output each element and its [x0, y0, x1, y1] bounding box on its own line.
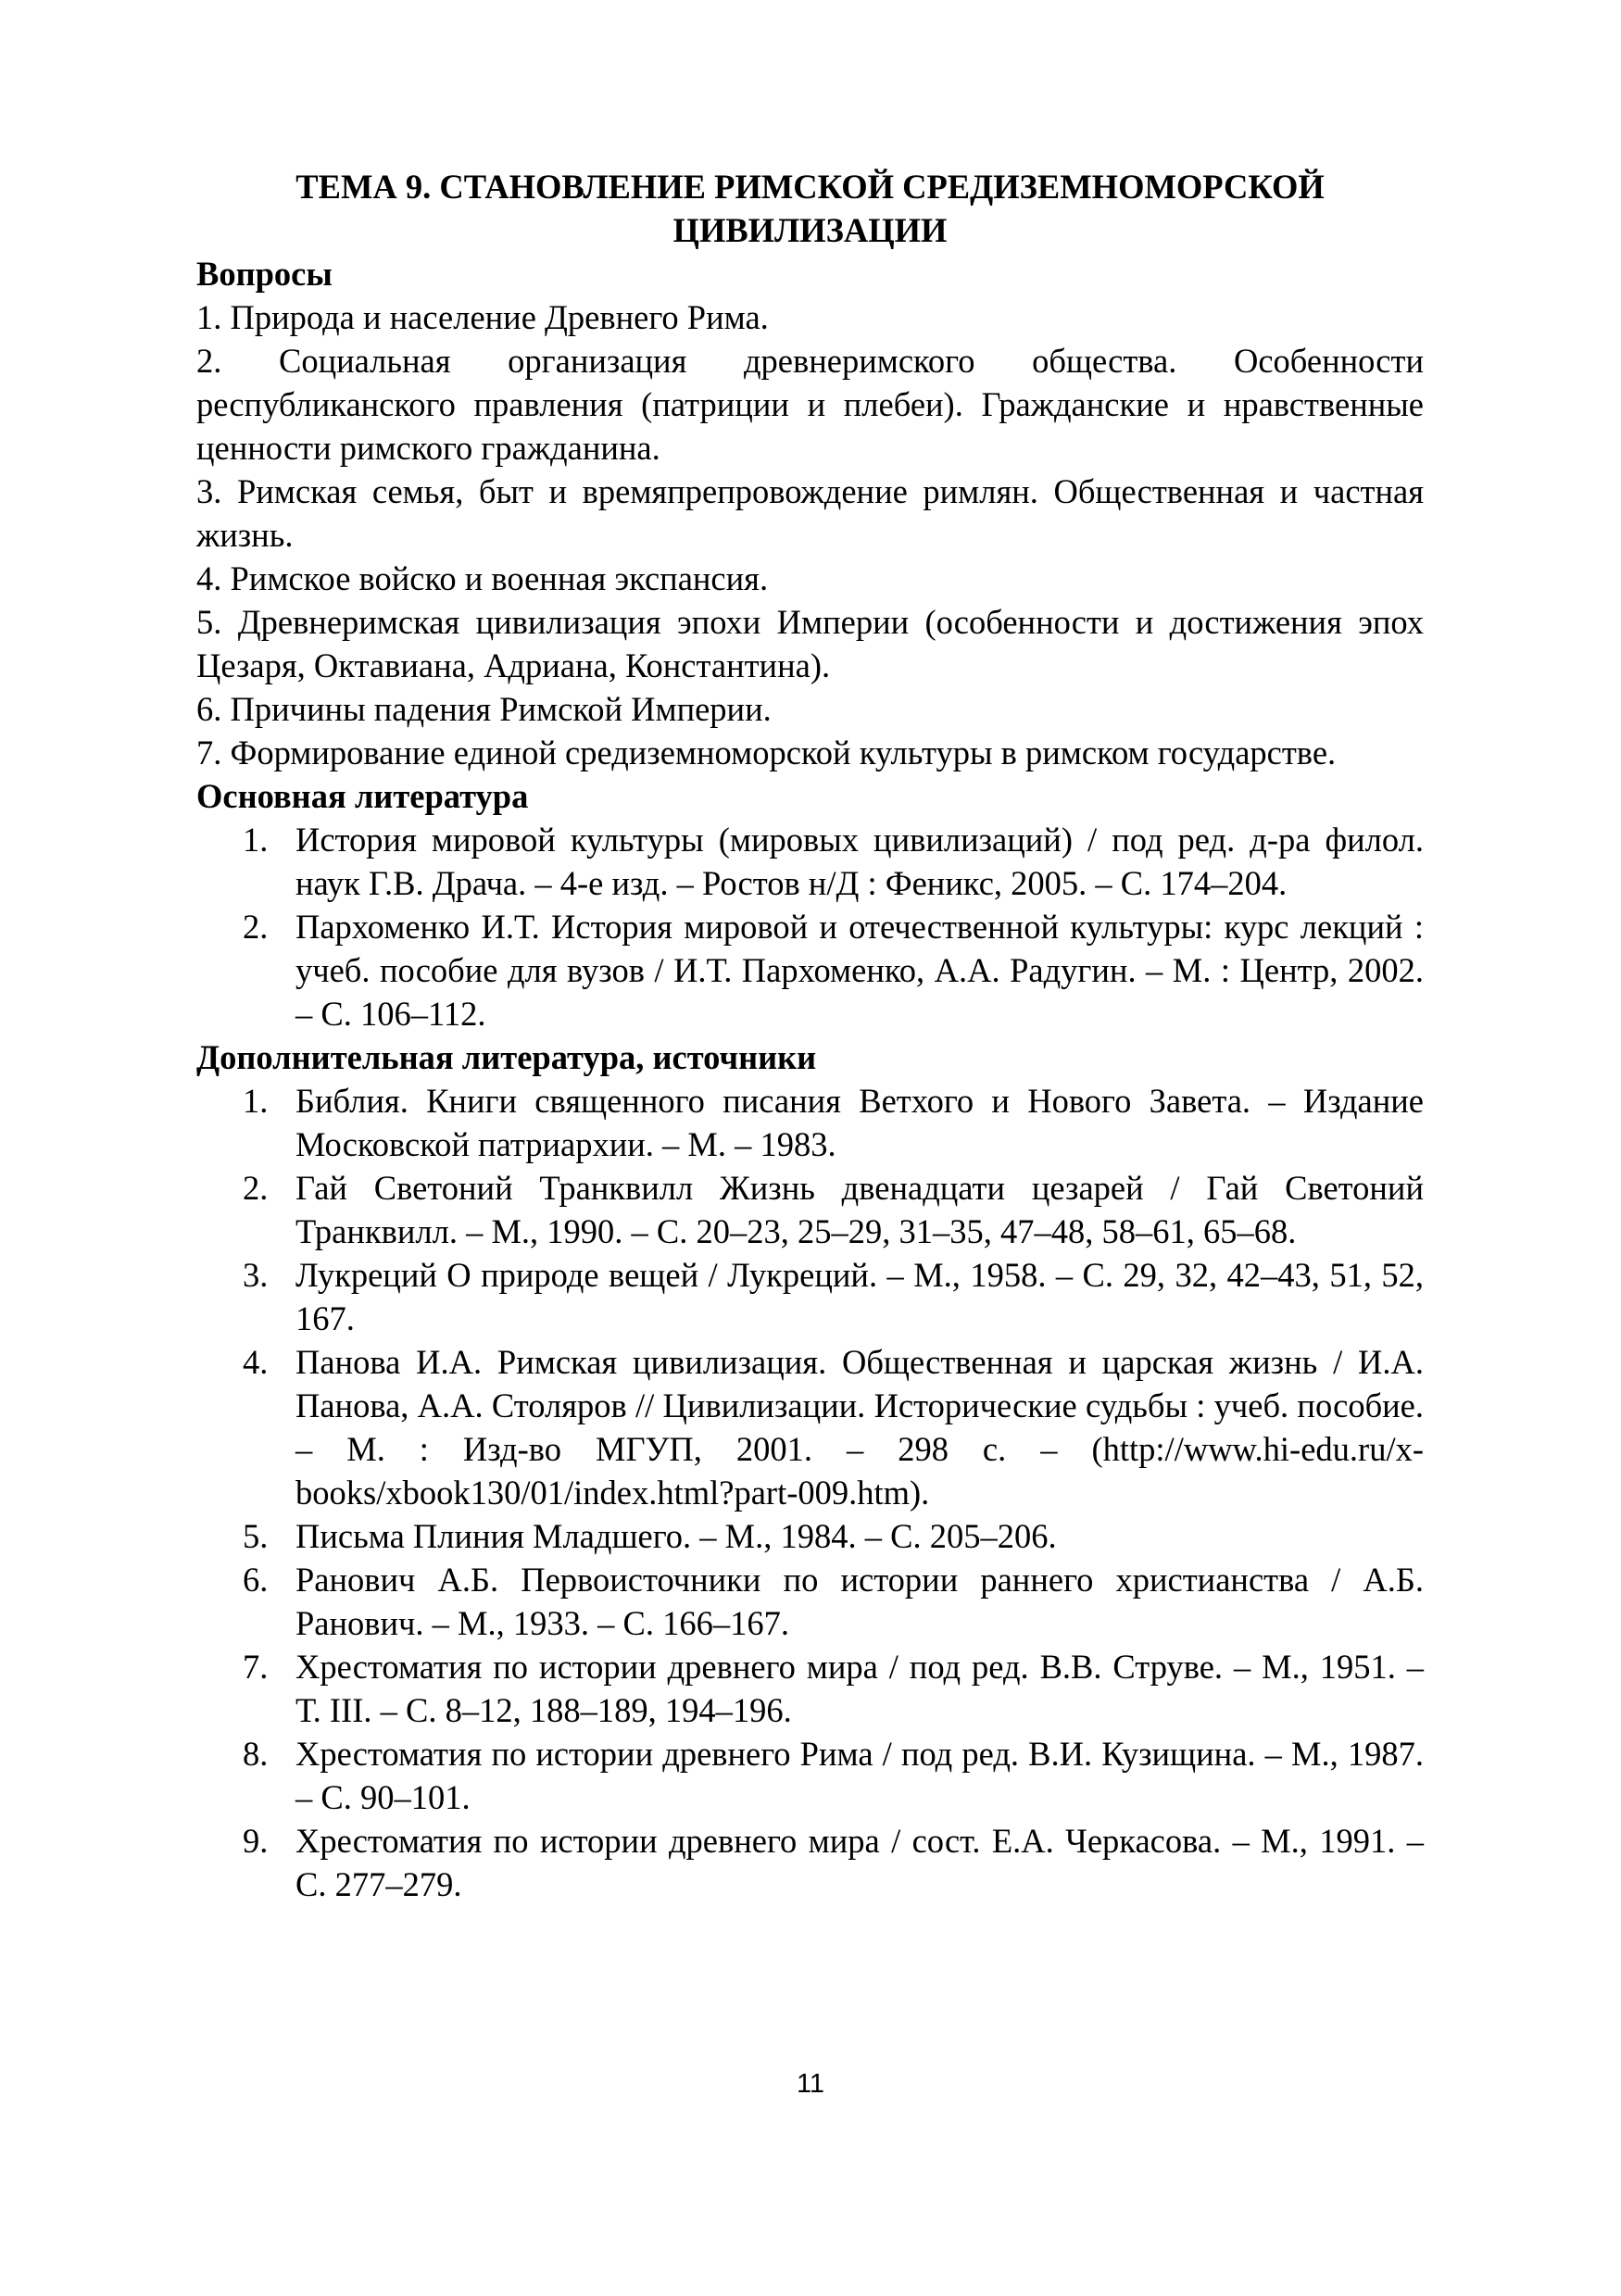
- item-number: 1.: [243, 821, 269, 859]
- literature-item: [196, 1645, 1424, 1732]
- item-text: Библия. Книги священного писания Ветхого и Нового Завета. – Издание Московской патриархии. – М. – 1983.: [295, 1082, 1424, 1163]
- item-number: 4.: [243, 1343, 269, 1381]
- question-item: 2. Социальная организация древнеримского общества. Особенности республиканского правления (патриции и плебеи). Гражданские и нравственные ценности римского гражданина.: [196, 342, 1424, 467]
- item-text: Лукреций О природе вещей / Лукреций. – М., 1958. – С. 29, 32, 42–43, 51, 52, 167.: [295, 1256, 1424, 1337]
- question-item: 3. Римская семья, быт и времяпрепровождение римлян. Общественная и частная жизнь.: [196, 472, 1424, 554]
- question-item: 6. Причины падения Римской Империи.: [196, 690, 772, 728]
- item-text: Панова И.А. Римская цивилизация. Общественная и царская жизнь / И.А. Панова, А.А. Столяров // Цивилизации. Исторические судьбы : учеб. пособие. – М. : Изд-во МГУП, 2001. – 298 с. – (http://www.hi-edu.ru/x-books/xbook130/01/index.html?part-009.htm).: [295, 1343, 1424, 1512]
- item-number: 9.: [243, 1822, 269, 1860]
- item-number: 7.: [243, 1648, 269, 1686]
- literature-item: [196, 1166, 1424, 1253]
- additional-literature-heading: Дополнительная литература, источники: [196, 1038, 817, 1076]
- literature-item: [196, 1253, 1424, 1340]
- item-text: Хрестоматия по истории древнего мира / под ред. В.В. Струве. – М., 1951. – Т. III. – С. 8–12, 188–189, 194–196.: [295, 1648, 1424, 1729]
- item-text: Пархоменко И.Т. История мировой и отечественной культуры: курс лекций : учеб. пособие для вузов / И.Т. Пархоменко, А.А. Радугин. – М. : Центр, 2002. – С. 106–112.: [295, 908, 1424, 1033]
- literature-item: [196, 818, 1424, 905]
- item-text: Гай Светоний Транквилл Жизнь двенадцати цезарей / Гай Светоний Транквилл. – М., 1990. – С. 20–23, 25–29, 31–35, 47–48, 58–61, 65–68.: [295, 1169, 1424, 1250]
- item-number: 2.: [243, 1169, 269, 1207]
- literature-item: [196, 1819, 1424, 1906]
- page-number: 11: [796, 2069, 825, 2099]
- question-item: 5. Древнеримская цивилизация эпохи Империи (особенности и достижения эпох Цезаря, Октавиана, Адриана, Константина).: [196, 603, 1424, 684]
- question-item: 7. Формирование единой средиземноморской культуры в римском государстве.: [196, 734, 1337, 772]
- item-text: Ранович А.Б. Первоисточники по истории раннего христианства / А.Б. Ранович. – М., 1933. – С. 166–167.: [295, 1561, 1424, 1642]
- item-number: 8.: [243, 1735, 269, 1773]
- question-item: 1. Природа и население Древнего Рима.: [196, 298, 769, 336]
- main-literature-heading: Основная литература: [196, 777, 529, 815]
- item-text: Письма Плиния Младшего. – М., 1984. – С. 205–206.: [295, 1517, 1057, 1555]
- questions-list: [196, 295, 1424, 774]
- additional-literature-list: [196, 1079, 1424, 1906]
- item-text: История мировой культуры (мировых цивилизаций) / под ред. д-ра филол. наук Г.В. Драча. – 4-е изд. – Ростов н/Д : Феникс, 2005. – С. 174–204.: [295, 821, 1424, 902]
- item-number: 2.: [243, 908, 269, 946]
- literature-item: [196, 905, 1424, 1035]
- item-number: 3.: [243, 1256, 269, 1294]
- literature-item: [196, 1732, 1424, 1819]
- literature-item: [196, 1558, 1424, 1645]
- document-page: [196, 0, 1424, 1906]
- page-title: ТЕМА 9. СТАНОВЛЕНИЕ РИМСКОЙ СРЕДИЗЕМНОМОРСКОЙ ЦИВИЛИЗАЦИИ: [295, 168, 1325, 249]
- literature-item: [196, 1079, 1424, 1166]
- literature-item: [196, 1340, 1424, 1514]
- question-item: 4. Римское войско и военная экспансия.: [196, 559, 769, 597]
- item-number: 6.: [243, 1561, 269, 1599]
- main-literature-list: [196, 818, 1424, 1035]
- questions-heading: Вопросы: [196, 255, 333, 293]
- item-number: 5.: [243, 1517, 269, 1555]
- literature-item: [196, 1514, 1424, 1558]
- item-number: 1.: [243, 1082, 269, 1120]
- item-text: Хрестоматия по истории древнего Рима / под ред. В.И. Кузищина. – М., 1987. – С. 90–101.: [295, 1735, 1424, 1816]
- item-text: Хрестоматия по истории древнего мира / сост. Е.А. Черкасова. – М., 1991. – С. 277–279.: [295, 1822, 1424, 1903]
